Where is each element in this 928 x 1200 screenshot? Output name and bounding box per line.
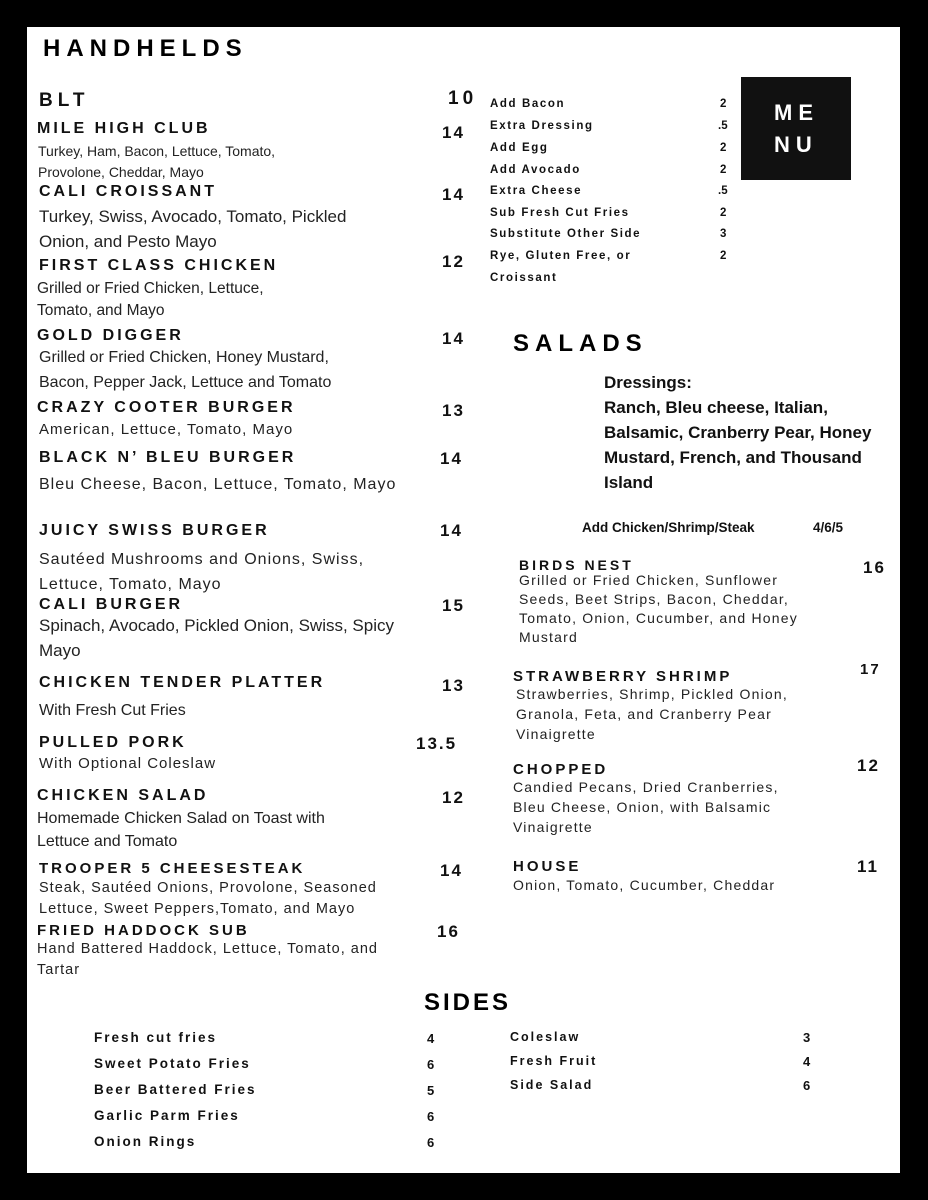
item-name: CHICKEN TENDER PLATTER	[39, 674, 326, 691]
item-price: 13	[442, 401, 465, 420]
side-price: 5	[427, 1083, 435, 1098]
addon-name: Add Avocado	[490, 164, 581, 176]
item-price: 13.5	[416, 734, 458, 753]
salad-desc: Grilled or Fried Chicken, Sunflower Seeds, Beet Strips, Bacon, Cheddar, Tomato, Onion, Cucumber, and Honey Mustard	[519, 572, 798, 645]
salad-price: 16	[863, 558, 886, 577]
side-price: 6	[427, 1135, 435, 1150]
side-price: 4	[427, 1031, 435, 1046]
item-price: 15	[442, 596, 465, 615]
addon-name: Extra Cheese	[490, 185, 583, 197]
addon-name: Sub Fresh Cut Fries	[490, 207, 630, 219]
addon-price: 2	[720, 207, 727, 219]
item-name: BLACK N’ BLEU BURGER	[39, 449, 297, 466]
addon-name: Add Egg	[490, 142, 549, 154]
item-desc: Grilled or Fried Chicken, Honey Mustard, Bacon, Pepper Jack, Lettuce and Tomato	[39, 349, 332, 391]
menu-logo-box	[741, 77, 851, 180]
salad-name: BIRDS NEST	[519, 557, 634, 573]
salad-desc: Strawberries, Shrimp, Pickled Onion, Granola, Feta, and Cranberry Pear Vinaigrette	[516, 686, 788, 742]
salad-desc: Onion, Tomato, Cucumber, Cheddar	[513, 877, 776, 893]
item-price: 14	[442, 329, 465, 348]
addon-price: 3	[720, 228, 727, 240]
side-name: Beer Battered Fries	[94, 1082, 257, 1097]
item-desc: Turkey, Swiss, Avocado, Tomato, Pickled Onion, and Pesto Mayo	[39, 207, 347, 251]
salad-name: CHOPPED	[513, 761, 609, 778]
item-name: TROOPER 5 CHEESESTEAK	[39, 860, 306, 877]
salad-price: 12	[857, 756, 880, 775]
addon-name: Add Bacon	[490, 98, 566, 110]
item-price: 14	[440, 449, 463, 468]
side-name: Fresh cut fries	[94, 1030, 218, 1045]
item-desc: With Fresh Cut Fries	[39, 702, 186, 719]
salad-desc: Candied Pecans, Dried Cranberries, Bleu Cheese, Onion, with Balsamic Vinaigrette	[513, 779, 779, 835]
addon-price: 2	[720, 98, 727, 110]
addon-name: Extra Dressing	[490, 120, 594, 132]
menu-logo-line2: NU	[774, 132, 818, 157]
item-desc: Hand Battered Haddock, Lettuce, Tomato, and Tartar	[37, 941, 378, 978]
salads-title: SALADS	[513, 330, 648, 357]
addon-price: .5	[718, 185, 728, 197]
side-price: 6	[427, 1109, 435, 1124]
item-name: GOLD DIGGER	[37, 327, 184, 344]
item-price: 12	[442, 788, 465, 807]
item-desc: With Optional Coleslaw	[39, 755, 217, 772]
side-price: 4	[803, 1054, 811, 1069]
item-name: CHICKEN SALAD	[37, 787, 209, 804]
dressings-label: Dressings:	[604, 373, 692, 392]
item-desc: Homemade Chicken Salad on Toast with Lettuce and Tomato	[37, 810, 325, 850]
sides-title: SIDES	[424, 989, 512, 1016]
item-name: CALI CROISSANT	[39, 183, 217, 200]
item-name: FRIED HADDOCK SUB	[37, 922, 250, 939]
item-price: 14	[440, 521, 463, 540]
addon-price: 2	[720, 250, 727, 262]
dressings-list: Ranch, Bleu cheese, Italian, Balsamic, Cranberry Pear, Honey Mustard, French, and Thousand Island	[604, 398, 872, 492]
item-name: BLT	[39, 90, 90, 111]
item-desc: Sautéed Mushrooms and Onions, Swiss, Lettuce, Tomato, Mayo	[39, 551, 365, 593]
item-name: CALI BURGER	[39, 596, 184, 613]
side-name: Onion Rings	[94, 1134, 197, 1149]
salad-price: 11	[857, 857, 879, 876]
item-desc: Grilled or Fried Chicken, Lettuce, Tomato, and Mayo	[37, 280, 264, 319]
side-name: Coleslaw	[510, 1030, 581, 1044]
addon-price: .5	[718, 120, 728, 132]
addon-name: Rye, Gluten Free, or	[490, 250, 632, 262]
addon-name: Croissant	[490, 272, 558, 284]
item-name: MILE HIGH CLUB	[37, 120, 211, 137]
salad-name: HOUSE	[513, 858, 582, 875]
item-desc: Spinach, Avocado, Pickled Onion, Swiss, Spicy Mayo	[39, 616, 394, 660]
item-price: 10	[448, 88, 478, 109]
menu-page	[27, 27, 900, 1173]
side-price: 3	[803, 1030, 811, 1045]
item-name: FIRST CLASS CHICKEN	[39, 257, 279, 274]
item-desc: American, Lettuce, Tomato, Mayo	[39, 421, 294, 438]
side-name: Fresh Fruit	[510, 1054, 598, 1068]
side-price: 6	[803, 1078, 811, 1093]
item-price: 16	[437, 922, 460, 941]
side-name: Garlic Parm Fries	[94, 1108, 240, 1123]
salad-name: STRAWBERRY SHRIMP	[513, 668, 733, 685]
item-name: CRAZY COOTER BURGER	[37, 399, 296, 416]
item-price: 14	[442, 185, 465, 204]
side-name: Sweet Potato Fries	[94, 1056, 251, 1071]
menu-logo-line1: ME	[774, 100, 819, 125]
item-desc: Bleu Cheese, Bacon, Lettuce, Tomato, Mayo	[39, 476, 397, 493]
side-price: 6	[427, 1057, 435, 1072]
addon-price: 2	[720, 142, 727, 154]
item-price: 13	[442, 676, 465, 695]
addon-name: Substitute Other Side	[490, 228, 642, 240]
item-desc: Turkey, Ham, Bacon, Lettuce, Tomato, Provolone, Cheddar, Mayo	[38, 143, 276, 180]
handhelds-title: HANDHELDS	[43, 35, 248, 62]
add-protein-price: 4/6/5	[813, 520, 844, 535]
item-name: JUICY SWISS BURGER	[39, 522, 270, 539]
addon-price: 2	[720, 164, 727, 176]
item-name: PULLED PORK	[39, 734, 187, 751]
item-price: 14	[442, 123, 465, 142]
item-price: 12	[442, 252, 465, 271]
side-name: Side Salad	[510, 1078, 594, 1092]
add-protein-label: Add Chicken/Shrimp/Steak	[582, 520, 755, 535]
item-price: 14	[440, 861, 463, 880]
salad-price: 17	[860, 661, 881, 678]
item-desc: Steak, Sautéed Onions, Provolone, Seasoned Lettuce, Sweet Peppers,Tomato, and Mayo	[39, 880, 377, 917]
